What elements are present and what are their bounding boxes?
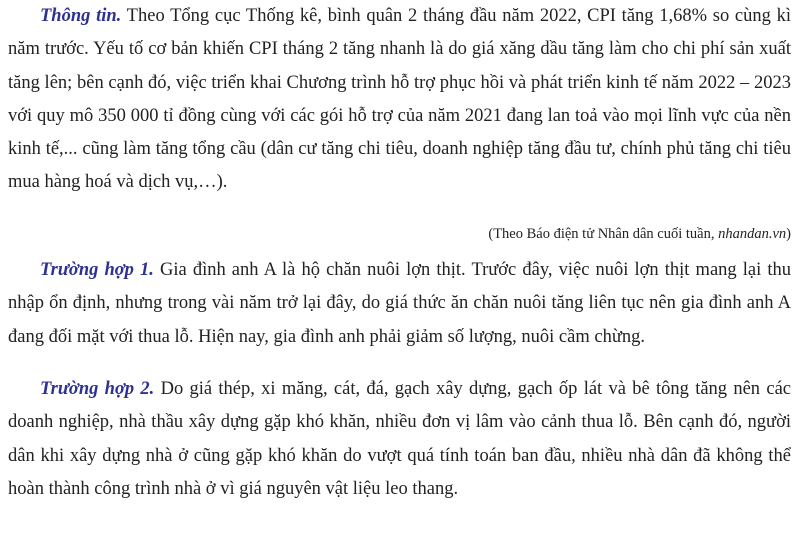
info-label: Thông tin. — [40, 6, 122, 26]
case2-text: Do giá thép, xi măng, cát, đá, gạch xây dựng, gạch ốp lát và bê tông tăng nên các doanh nghiệp, nhà thầu xây dựng gặp khó khăn, nhiều đơn vị lâm vào cảnh thua lỗ. Bên cạnh đó, người dân khi xây dựng nhà ở cũng gặp khó khăn do vượt quá tính toán ban đầu, nhiều nhà dân đã không thể hoàn thành công trình nhà ở vì giá nguyên vật liệu leo thang. — [8, 379, 791, 499]
source-citation — [8, 224, 791, 244]
case1-paragraph — [8, 254, 791, 354]
source-site: nhandan.vn — [718, 226, 787, 242]
case1-text: Gia đình anh A là hộ chăn nuôi lợn thịt. Trước đây, việc nuôi lợn thịt mang lại thu nhập ổn định, nhưng trong vài năm trở lại đây, do giá thức ăn chăn nuôi tăng liên tục nên gia đình anh A đang đối mặt với thua lỗ. Hiện nay, gia đình anh phải giảm số lượng, nuôi cầm chừng. — [8, 260, 791, 347]
source-suffix: ) — [786, 226, 791, 242]
case2-paragraph — [8, 373, 791, 506]
case1-label: Trường hợp 1. — [40, 260, 154, 280]
info-paragraph — [8, 0, 791, 200]
case2-label: Trường hợp 2. — [40, 379, 155, 399]
info-text: Theo Tổng cục Thống kê, bình quân 2 tháng đầu năm 2022, CPI tăng 1,68% so cùng kì năm trước. Yếu tố cơ bản khiến CPI tháng 2 tăng nhanh là do giá xăng dầu tăng làm cho chi phí sản xuất tăng lên; bên cạnh đó, việc triển khai Chương trình hỗ trợ phục hồi và phát triển kinh tế năm 2022 – 2023 với quy mô 350 000 tỉ đồng cùng với các gói hỗ trợ của năm 2021 đang lan toả vào mọi lĩnh vực của nền kinh tế,... cũng làm tăng tổng cầu (dân cư tăng chi tiêu, doanh nghiệp tăng đầu tư, chính phủ tăng chi tiêu mua hàng hoá và dịch vụ,…). — [8, 6, 791, 193]
source-prefix: (Theo Báo điện tử Nhân dân cuối tuần, — [488, 226, 719, 242]
